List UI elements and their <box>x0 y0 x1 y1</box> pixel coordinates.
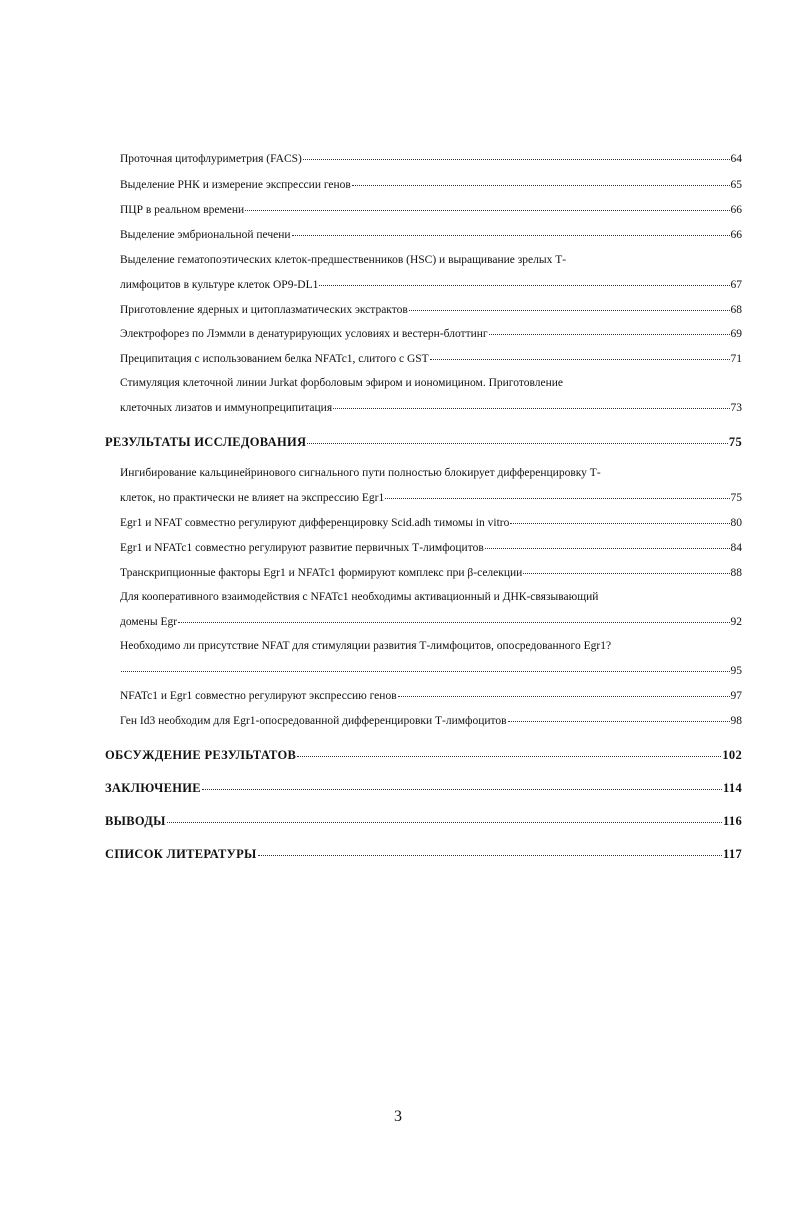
dot-leader <box>409 310 730 311</box>
toc-entry-page: 84 <box>730 542 742 554</box>
toc-entry[interactable] <box>120 354 742 366</box>
toc-entry-title: Egr1 и NFATc1 совместно регулируют развитие первичных Т-лимфоцитов <box>120 542 484 554</box>
toc-entry[interactable] <box>120 568 742 580</box>
dot-leader <box>297 756 721 757</box>
toc-entry[interactable] <box>120 716 742 728</box>
toc-entry-page: 92 <box>730 616 742 628</box>
toc-entry[interactable] <box>120 518 742 530</box>
toc-section[interactable] <box>105 815 742 828</box>
toc-entry-title: Выделение эмбриональной печени <box>120 229 291 241</box>
toc-section-title: РЕЗУЛЬТАТЫ ИССЛЕДОВАНИЯ <box>105 435 307 449</box>
toc-entry-title: Преципитация с использованием белка NFATc1, слитого с GST <box>120 353 429 365</box>
dot-leader <box>319 285 729 286</box>
toc-entry-title: клеток, но практически не влияет на экспрессию Egr1 <box>120 492 385 504</box>
toc-section-page: 114 <box>723 781 742 795</box>
toc-entry-title: Проточная цитофлуриметрия (FACS) <box>120 153 302 165</box>
toc-section-title: ВЫВОДЫ <box>105 814 166 828</box>
toc-entry-title: домены Egr <box>120 616 178 628</box>
toc-section[interactable] <box>105 749 742 762</box>
toc-entry[interactable] <box>120 154 742 166</box>
toc-section-page: 75 <box>728 435 742 449</box>
dot-leader <box>385 498 729 499</box>
toc-entry-page: 69 <box>730 328 742 340</box>
dot-leader <box>489 334 730 335</box>
toc-entry-page: 80 <box>730 517 742 529</box>
dot-leader <box>167 822 722 823</box>
dot-leader <box>245 210 729 211</box>
toc-entry-title: Ген Id3 необходим для Egr1-опосредованной дифференцировки Т-лимфоцитов <box>120 715 507 727</box>
toc-entry-page: 97 <box>730 690 742 702</box>
toc-entry-page: 75 <box>730 492 742 504</box>
toc-entry-page: 95 <box>730 665 742 677</box>
toc-entry-title: NFATc1 и Egr1 совместно регулируют экспрессию генов <box>120 690 397 702</box>
toc-entry-line1[interactable]: Необходимо ли присутствие NFAT для стимуляции развития Т-лимфоцитов, опосредованного Egr1? <box>120 640 612 652</box>
toc-entry-page: 65 <box>730 179 742 191</box>
toc-entry[interactable] <box>120 403 742 415</box>
toc-section-title: СПИСОК ЛИТЕРАТУРЫ <box>105 847 257 861</box>
toc-entry-title: Выделение РНК и измерение экспрессии генов <box>120 179 351 191</box>
dot-leader <box>333 408 729 409</box>
dot-leader <box>352 185 730 186</box>
toc-entry[interactable] <box>120 230 742 242</box>
toc-entry[interactable] <box>120 305 742 317</box>
toc-entry[interactable] <box>120 329 742 341</box>
dot-leader <box>292 235 730 236</box>
dot-leader <box>430 359 730 360</box>
toc-entry[interactable] <box>120 493 742 505</box>
toc-entry-title: Транскрипционные факторы Egr1 и NFATc1 формируют комплекс при β-селекции <box>120 567 523 579</box>
dot-leader <box>523 573 729 574</box>
toc-section-page: 116 <box>723 814 742 828</box>
toc-entry-line1[interactable]: Для кооперативного взаимодействия с NFATc1 необходимы активационный и ДНК-связывающий <box>120 591 599 603</box>
toc-entry-line1[interactable]: Ингибирование кальцинейринового сигнального пути полностью блокирует дифференцировку Т- <box>120 467 601 479</box>
toc-entry-title: Egr1 и NFAT совместно регулируют дифференцировку Scid.adh тимомы in vitro <box>120 517 510 529</box>
toc-section[interactable] <box>105 782 742 795</box>
toc-entry-page: 66 <box>730 229 742 241</box>
toc-entry[interactable] <box>120 280 742 292</box>
toc-entry-page: 98 <box>730 715 742 727</box>
toc-entry[interactable] <box>120 180 742 192</box>
dot-leader <box>307 443 728 444</box>
toc-entry-title: лимфоцитов в культуре клеток OP9-DL1 <box>120 279 319 291</box>
toc-entry-page: 73 <box>730 402 742 414</box>
dot-leader <box>202 789 722 790</box>
dot-leader <box>485 548 730 549</box>
toc-entry[interactable] <box>120 666 742 678</box>
toc-section-page: 117 <box>723 847 742 861</box>
toc-entry[interactable] <box>120 543 742 555</box>
dot-leader <box>258 855 722 856</box>
toc-entry-title: Приготовление ядерных и цитоплазматических экстрактов <box>120 304 408 316</box>
page-number: 3 <box>394 1108 402 1125</box>
toc-entry[interactable] <box>120 617 742 629</box>
dot-leader <box>508 721 730 722</box>
toc-entry-title: Электрофорез по Лэммли в денатурирующих условиях и вестерн-блоттинг <box>120 328 488 340</box>
toc-section-title: ОБСУЖДЕНИЕ РЕЗУЛЬТАТОВ <box>105 748 297 762</box>
toc-section[interactable] <box>105 436 742 449</box>
dot-leader <box>178 622 729 623</box>
dot-leader <box>510 523 729 524</box>
toc-entry-page: 64 <box>730 153 742 165</box>
dot-leader <box>121 671 730 672</box>
toc-entry[interactable] <box>120 205 742 217</box>
dot-leader <box>303 159 730 160</box>
toc-entry[interactable] <box>120 691 742 703</box>
toc-section-title: ЗАКЛЮЧЕНИЕ <box>105 781 201 795</box>
toc-entry-title: ПЦР в реальном времени <box>120 204 245 216</box>
toc-entry-page: 71 <box>730 353 742 365</box>
toc-section-page: 102 <box>722 748 742 762</box>
toc-entry-line1[interactable]: Выделение гематопоэтических клеток-предшественников (HSC) и выращивание зрелых Т- <box>120 254 567 266</box>
toc-entry-page: 88 <box>730 567 742 579</box>
toc-entry-page: 68 <box>730 304 742 316</box>
dot-leader <box>398 696 730 697</box>
toc-entry-line1[interactable]: Стимуляция клеточной линии Jurkat форболовым эфиром и иономицином. Приготовление <box>120 377 563 389</box>
toc-section[interactable] <box>105 848 742 861</box>
toc-entry-page: 66 <box>730 204 742 216</box>
toc-entry-page: 67 <box>730 279 742 291</box>
toc-entry-title: клеточных лизатов и иммунопреципитация <box>120 402 333 414</box>
